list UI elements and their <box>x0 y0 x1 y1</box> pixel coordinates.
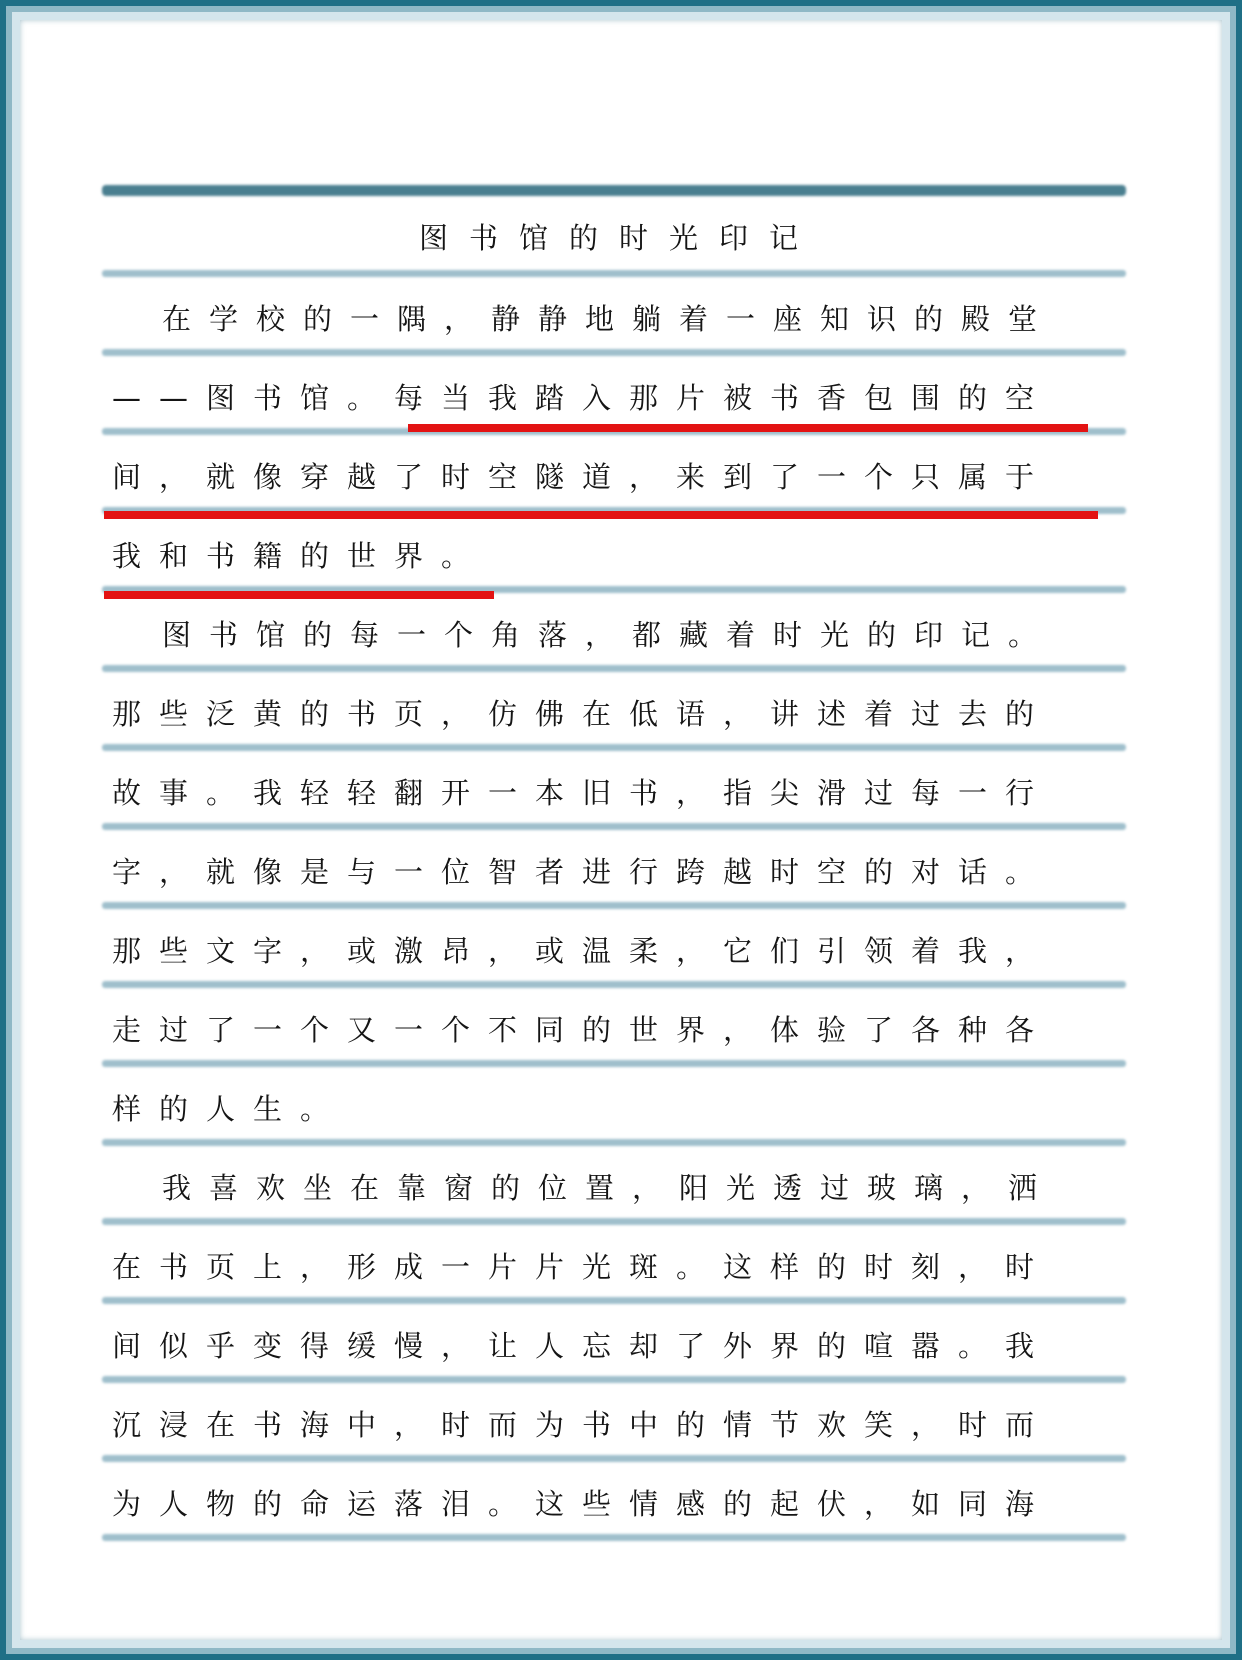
ruled-line <box>102 902 1126 909</box>
ruled-line <box>102 981 1126 988</box>
text-line: 间似乎变得缓慢，让人忘却了外界的喧嚣。我 <box>112 1329 1053 1363</box>
highlight-underline <box>104 591 494 599</box>
ruled-line <box>102 1139 1126 1146</box>
highlight-underline <box>104 511 1098 519</box>
text-line: 沉浸在书海中，时而为书中的情节欢笑，时而 <box>112 1408 1053 1442</box>
text-line: 那些泛黄的书页，仿佛在低语，讲述着过去的 <box>112 697 1053 731</box>
text-line: 间，就像穿越了时空隧道，来到了一个只属于 <box>112 460 1053 494</box>
text-line: 走过了一个又一个不同的世界，体验了各种各 <box>112 1013 1053 1047</box>
text-line: 那些文字，或激昂，或温柔，它们引领着我， <box>112 934 1053 968</box>
text-line: 我喜欢坐在靠窗的位置，阳光透过玻璃，洒 <box>162 1171 1056 1205</box>
ruled-line <box>102 1376 1126 1383</box>
text-line: 在书页上，形成一片片光斑。这样的时刻，时 <box>112 1250 1053 1284</box>
ruled-line <box>102 349 1126 356</box>
text-line: 图书馆的每一个角落，都藏着时光的印记。 <box>162 618 1056 652</box>
ruled-line <box>102 1060 1126 1067</box>
ruled-line <box>102 1534 1126 1541</box>
ruled-line <box>102 1297 1126 1304</box>
header-rule <box>102 185 1126 196</box>
text-line: 故事。我轻轻翻开一本旧书，指尖滑过每一行 <box>112 776 1053 810</box>
text-line: 我和书籍的世界。 <box>112 539 489 573</box>
text-line: 为人物的命运落泪。这些情感的起伏，如同海 <box>112 1487 1053 1521</box>
ruled-line <box>102 665 1126 672</box>
ruled-line <box>102 1455 1126 1462</box>
text-line: 样的人生。 <box>112 1092 348 1126</box>
ruled-line <box>102 270 1126 277</box>
text-line: 字，就像是与一位智者进行跨越时空的对话。 <box>112 855 1053 889</box>
text-line: 在学校的一隅，静静地躺着一座知识的殿堂 <box>162 302 1056 336</box>
text-line: ——图书馆。每当我踏入那片被书香包围的空 <box>112 381 1053 415</box>
document-title: 图书馆的时光印记 <box>418 221 819 255</box>
ruled-line <box>102 1218 1126 1225</box>
ruled-line <box>102 823 1126 830</box>
ruled-line <box>102 744 1126 751</box>
